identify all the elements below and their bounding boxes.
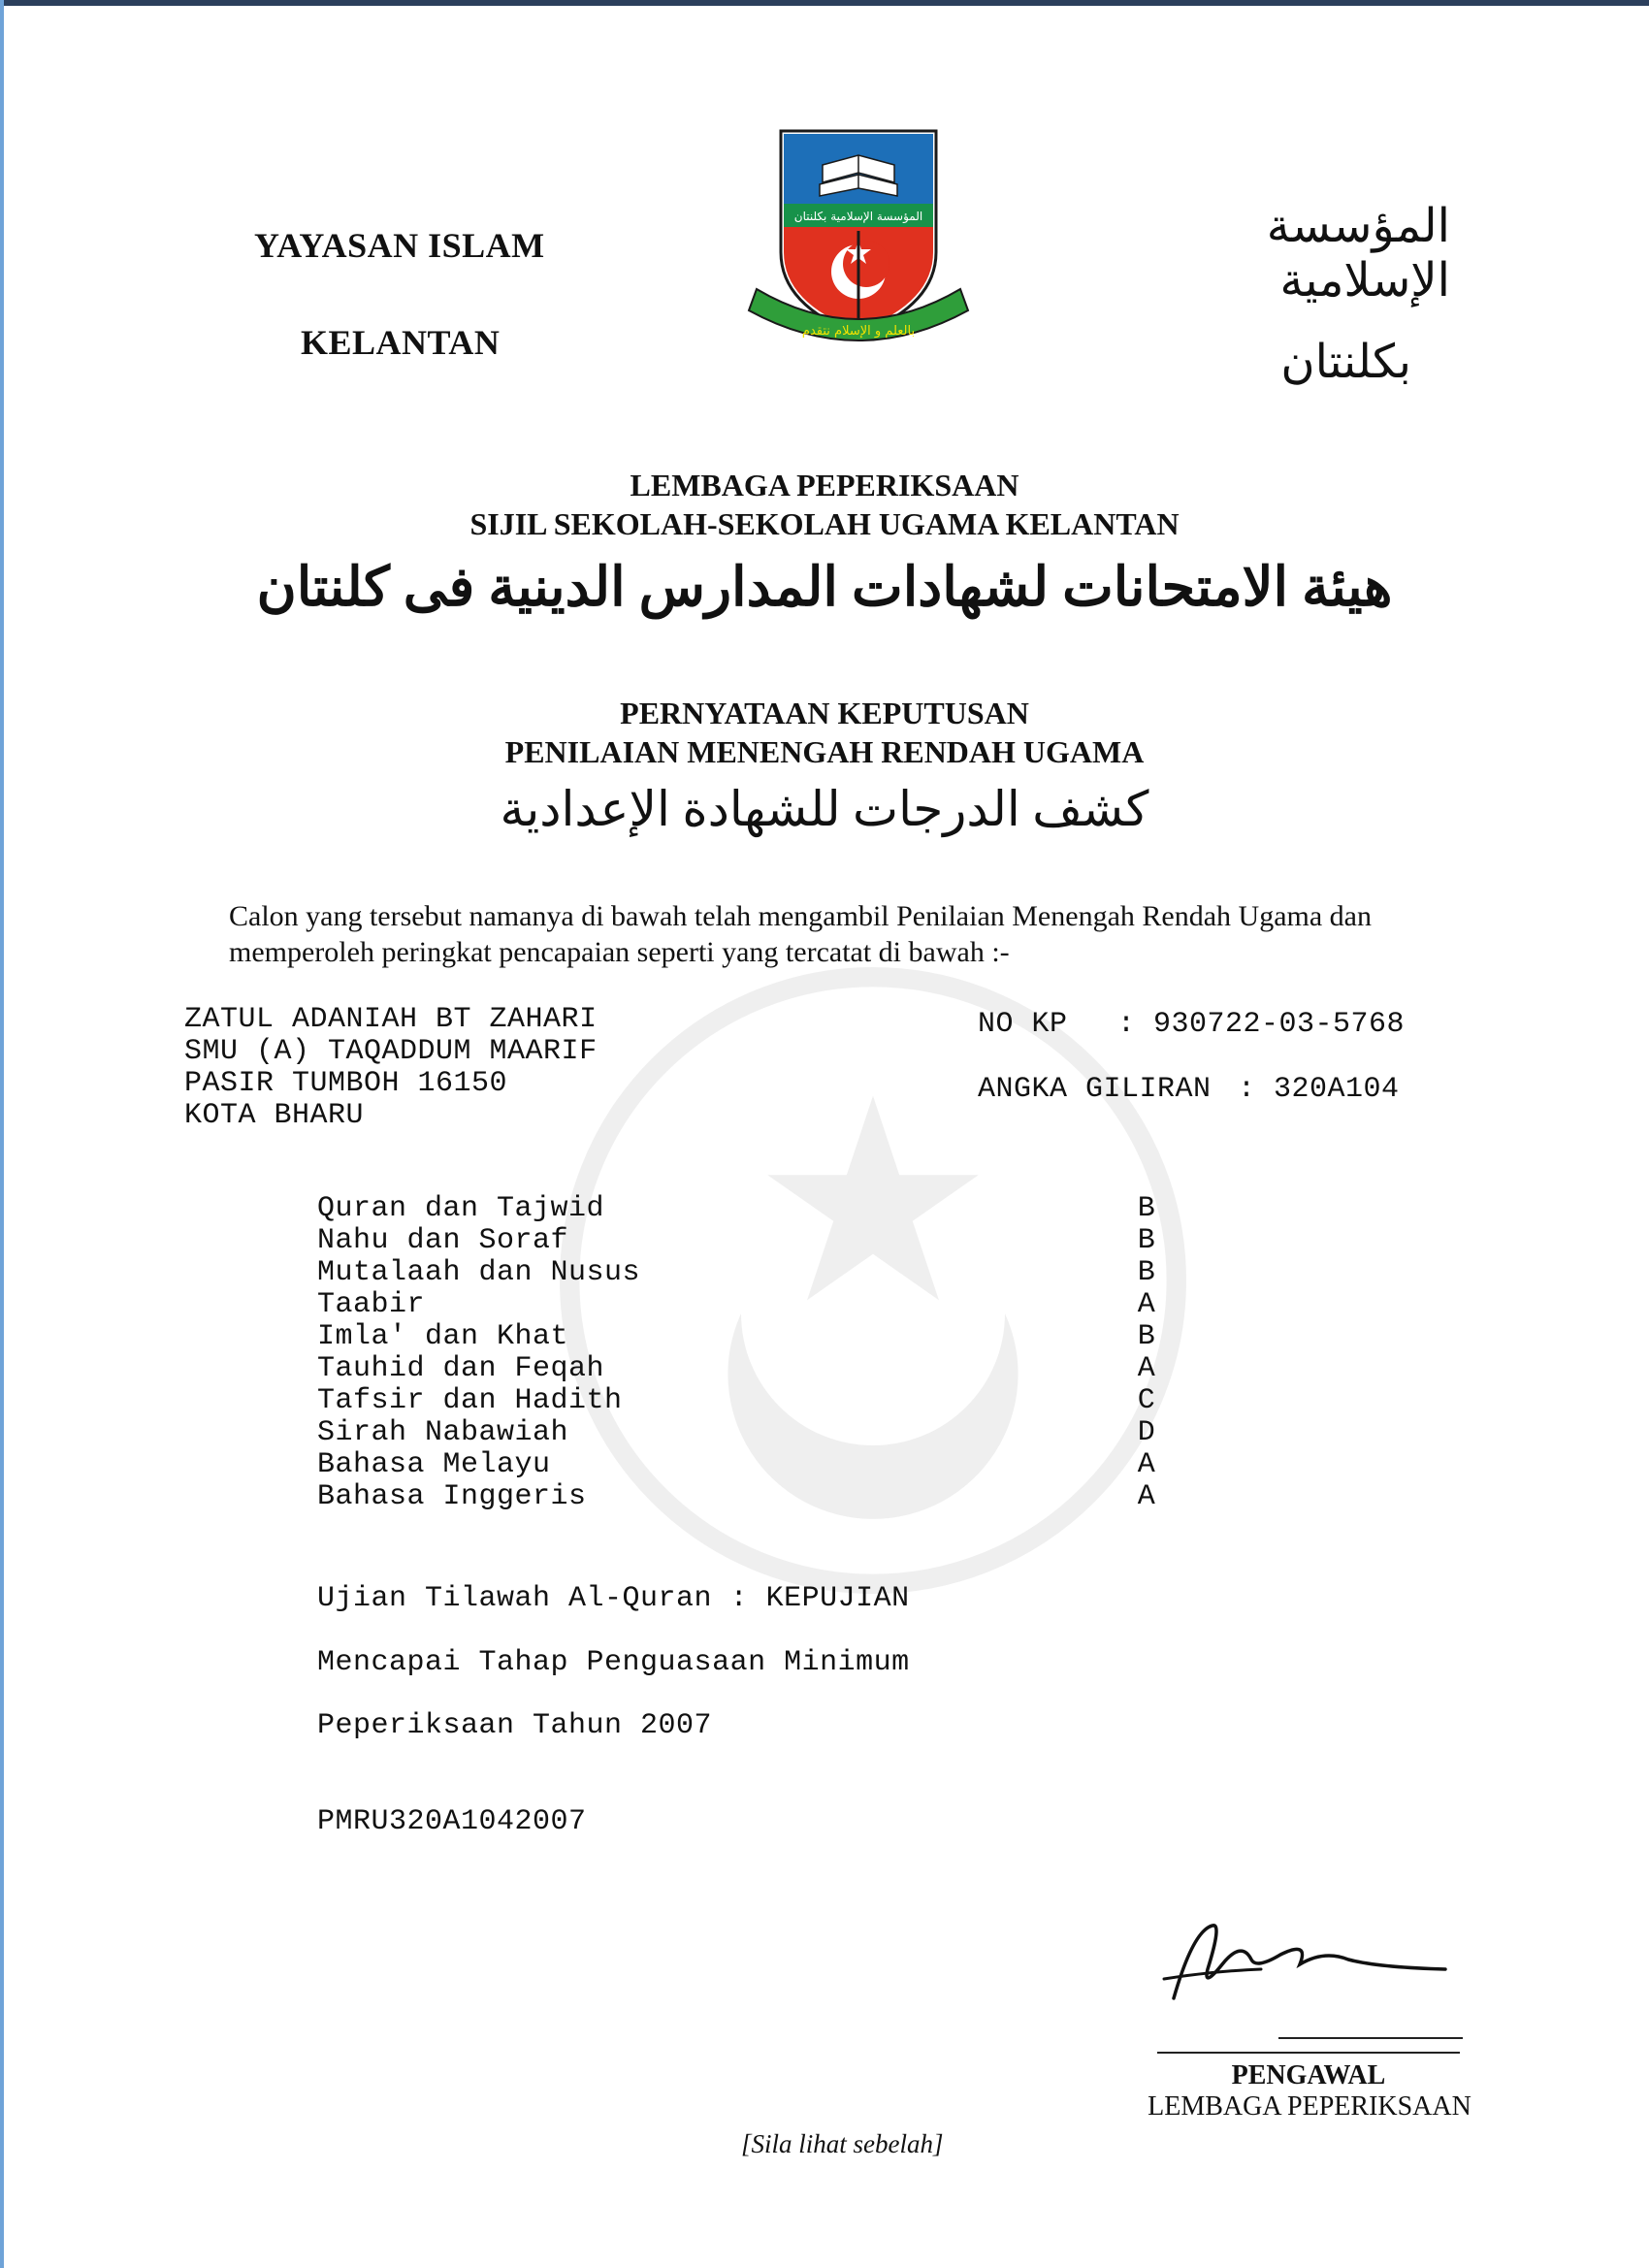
document-title-line1: PERNYATAAN KEPUTUSAN [620, 696, 1029, 730]
signature-title: PENGAWAL [1231, 2060, 1386, 2090]
intro-line1: Calon yang tersebut namanya di bawah telah mengambil Penilaian Menengah Rendah Ugama dan [229, 900, 1372, 932]
nokp-label: NO KP [978, 1008, 1068, 1041]
subject-grade: C [1137, 1384, 1156, 1417]
subject-grade: B [1137, 1320, 1156, 1353]
subject-name: Mutalaah dan Nusus [317, 1256, 641, 1289]
document-title-arabic: كشف الدرجات للشهادة الإعدادية [500, 782, 1149, 836]
authority-line2: SIJIL SEKOLAH-SEKOLAH UGAMA KELANTAN [469, 506, 1180, 541]
document-title-block [0, 694, 1649, 841]
subject-name: Nahu dan Soraf [317, 1224, 569, 1257]
page-top-edge [0, 0, 1649, 6]
subject-name: Bahasa Melayu [317, 1448, 551, 1481]
authority-arabic: هيئة الامتحانات لشهادات المدارس الدينية فى كلنتان [256, 558, 1393, 618]
header-right-line1: المؤسسة الإسلامية [1266, 201, 1450, 307]
logo-banner-text: المؤسسة الإسلامية بكلنتان [793, 210, 923, 223]
header-left-line1: YAYASAN ISLAM [254, 226, 545, 265]
subject-grade: D [1137, 1416, 1156, 1449]
signature-line [1157, 2052, 1460, 2054]
signature-stroke [1278, 2037, 1463, 2039]
subject-name: Sirah Nabawiah [317, 1416, 569, 1449]
subject-grade: B [1137, 1224, 1156, 1257]
subject-row [317, 1481, 1161, 1513]
tilawah-result: Ujian Tilawah Al-Quran : KEPUJIAN [317, 1582, 910, 1615]
intro-line2: memperoleh peringkat pencapaian seperti yang tercatat di bawah :- [229, 936, 1010, 968]
tahun-peperiksaan: Peperiksaan Tahun 2007 [317, 1709, 713, 1742]
subject-grade: B [1137, 1256, 1156, 1289]
signature-org: LEMBAGA PEPERIKSAAN [1148, 2091, 1471, 2122]
footer-note: [Sila lihat sebelah] [741, 2129, 944, 2158]
subject-row [317, 1289, 1161, 1321]
tahap-penguasaan: Mencapai Tahap Penguasaan Minimum [317, 1646, 910, 1679]
subject-row [317, 1353, 1161, 1385]
angka-giliran-value: : 320A104 [1238, 1073, 1400, 1106]
angka-giliran-label: ANGKA GILIRAN [978, 1073, 1212, 1106]
header-left-line2: KELANTAN [301, 323, 501, 362]
subject-name: Bahasa Inggeris [317, 1480, 587, 1513]
subject-row [317, 1449, 1161, 1481]
subject-row [317, 1417, 1161, 1449]
yik-logo [737, 126, 980, 349]
authority-block [0, 466, 1649, 625]
subject-name: Imla' dan Khat [317, 1320, 569, 1353]
subject-name: Tauhid dan Feqah [317, 1352, 605, 1385]
subject-grade: A [1137, 1480, 1156, 1513]
subject-row [317, 1225, 1161, 1257]
candidate-address1: PASIR TUMBOH 16150 [184, 1067, 508, 1100]
subject-grade: A [1137, 1352, 1156, 1385]
candidate-school: SMU (A) TAQADDUM MAARIF [184, 1035, 598, 1068]
header-right-line2: بكلنتان [1280, 337, 1411, 388]
subjects-list [317, 1193, 1161, 1513]
document-title-line2: PENILAIAN MENENGAH RENDAH UGAMA [504, 734, 1145, 769]
result-code: PMRU320A1042007 [317, 1805, 587, 1838]
subject-grade: A [1137, 1288, 1156, 1321]
authority-line1: LEMBAGA PEPERIKSAAN [630, 468, 1019, 502]
subject-row [317, 1385, 1161, 1417]
subject-name: Quran dan Tajwid [317, 1192, 605, 1225]
candidate-address2: KOTA BHARU [184, 1099, 365, 1132]
subject-row [317, 1193, 1161, 1225]
signature [1154, 1911, 1465, 2018]
subject-row [317, 1321, 1161, 1353]
nokp-value: : 930722-03-5768 [1117, 1008, 1406, 1041]
candidate-name: ZATUL ADANIAH BT ZAHARI [184, 1003, 598, 1036]
subject-name: Taabir [317, 1288, 426, 1321]
subject-name: Tafsir dan Hadith [317, 1384, 623, 1417]
subject-row [317, 1257, 1161, 1289]
subject-grade: A [1137, 1448, 1156, 1481]
subject-grade: B [1137, 1192, 1156, 1225]
page-left-edge [0, 0, 4, 2268]
logo-ribbon-text: بالعلم و الإسلام نتقدم [801, 324, 916, 339]
